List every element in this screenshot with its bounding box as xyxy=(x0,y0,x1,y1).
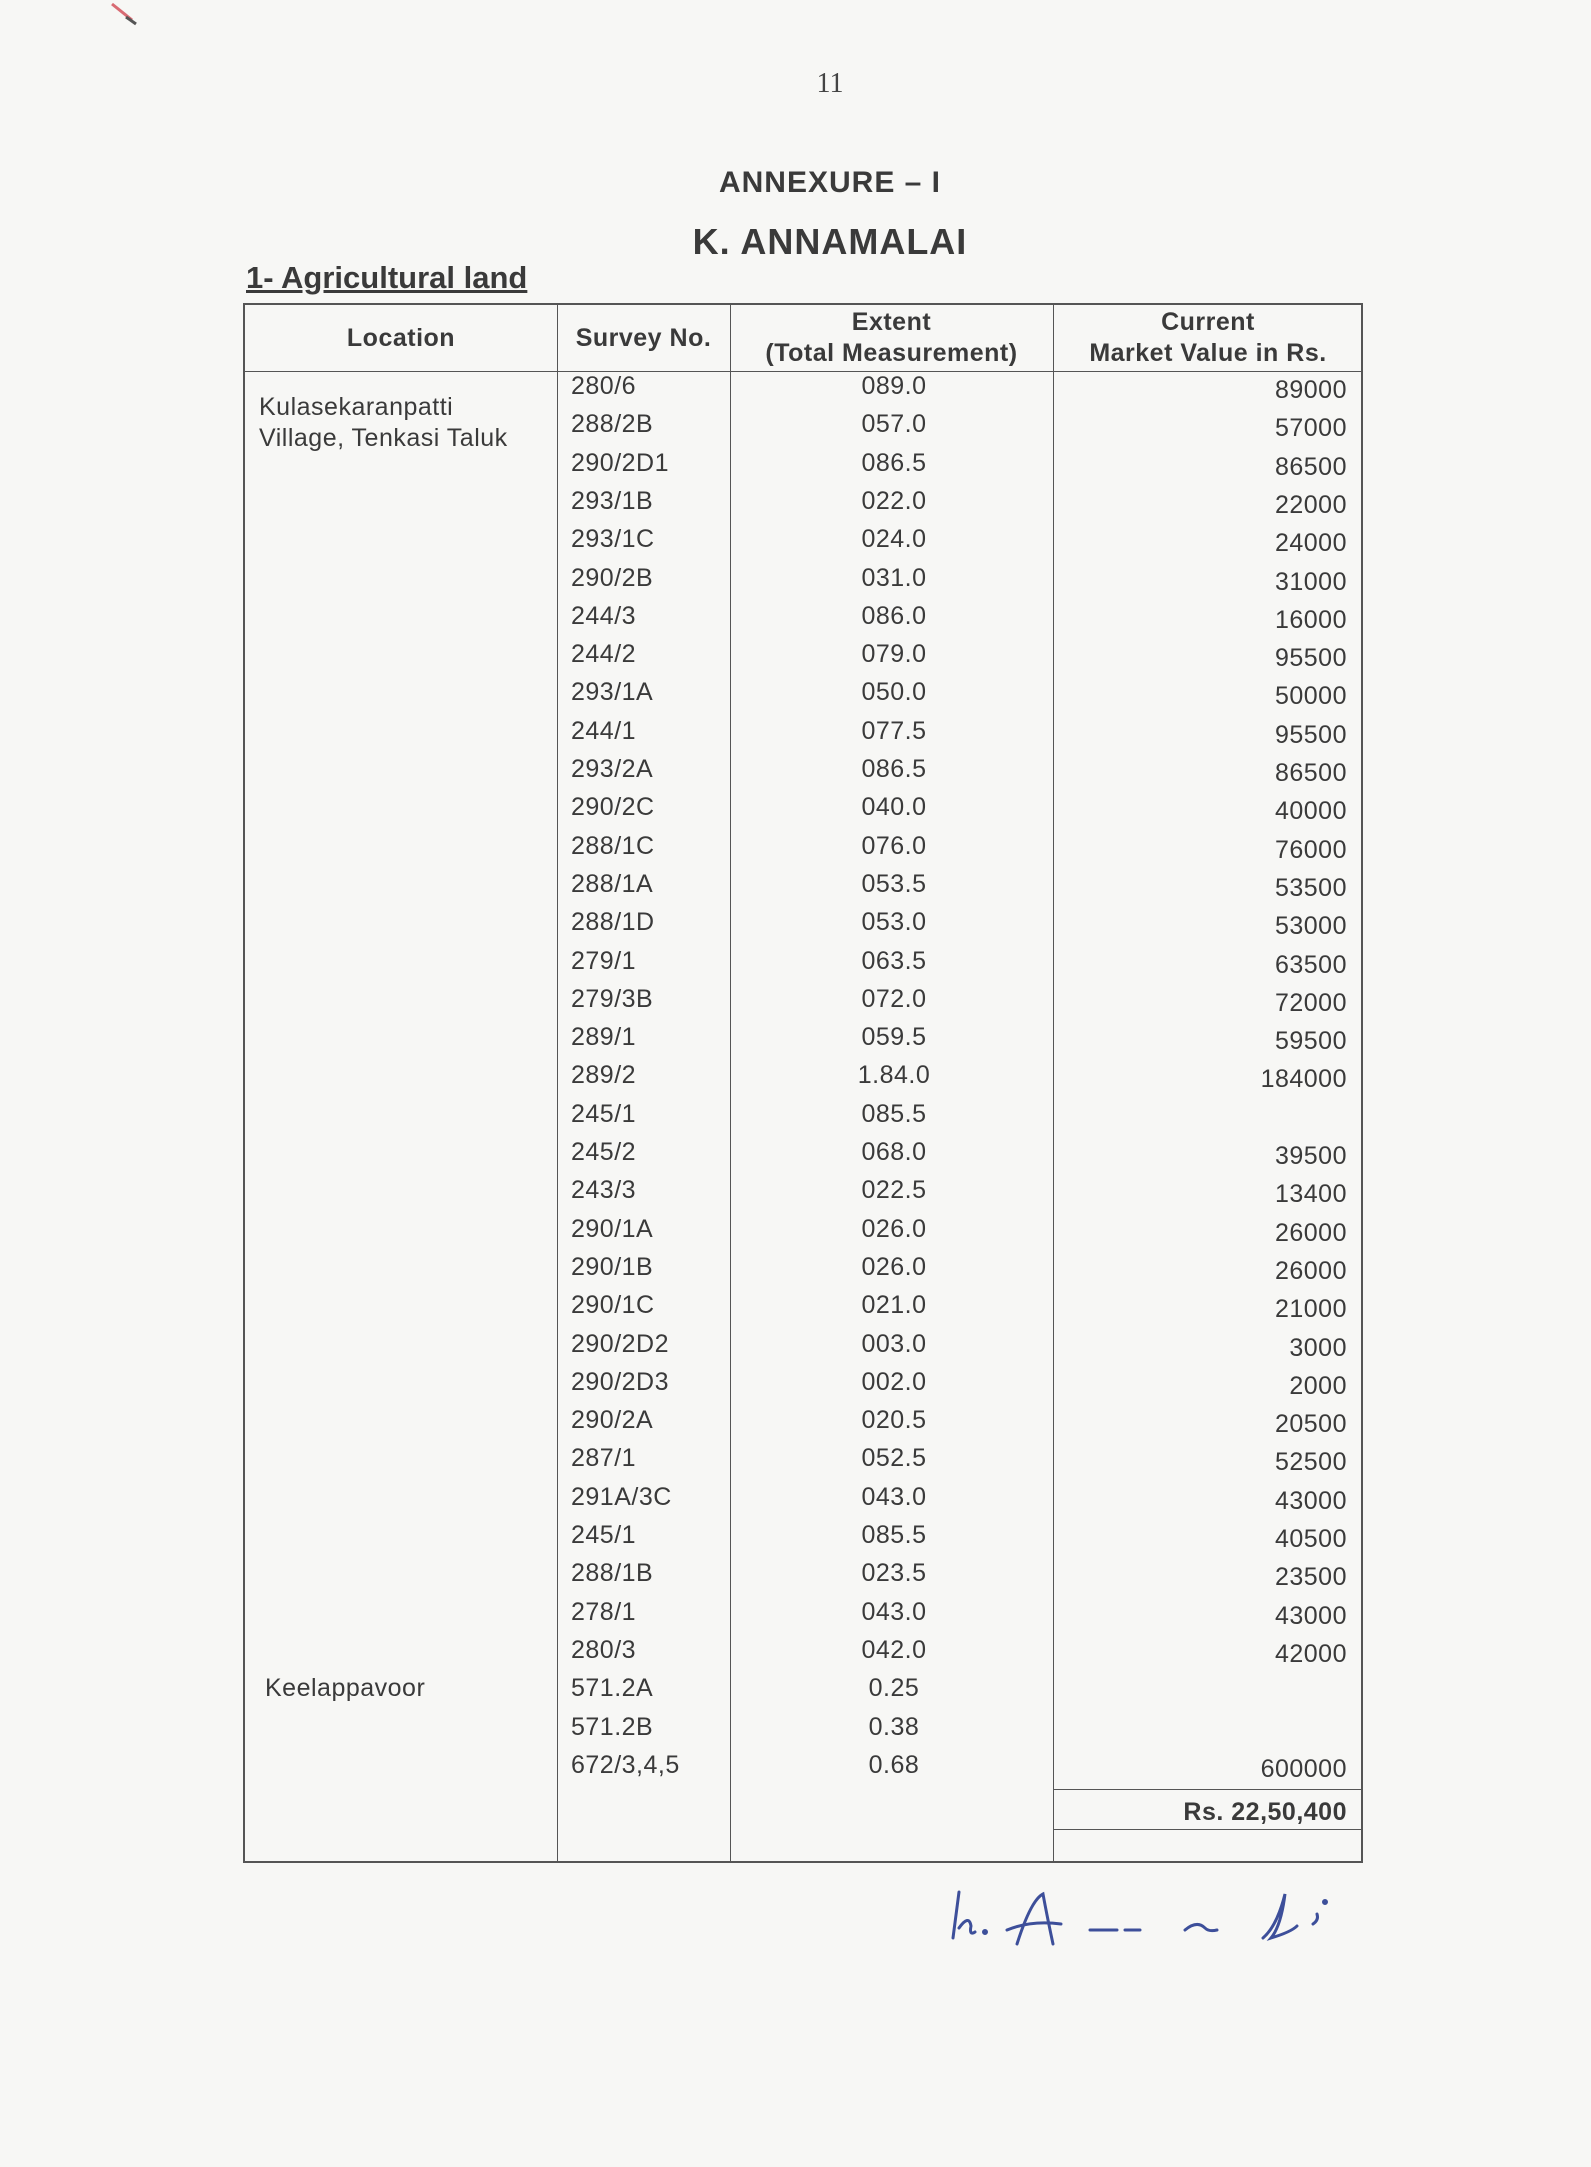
survey-no-cell: 293/1B xyxy=(571,486,654,515)
market-value-cell: 20500 xyxy=(1274,1410,1347,1439)
market-value-cell: 16000 xyxy=(1274,605,1347,634)
extent-cell: 079.0 xyxy=(861,640,927,669)
extent-cell: 042.0 xyxy=(861,1635,927,1664)
extent-cell: 076.0 xyxy=(861,831,927,860)
market-value-cell: 43000 xyxy=(1274,1601,1347,1630)
extent-cell: 089.0 xyxy=(861,372,927,400)
market-value-cell: 43000 xyxy=(1274,1486,1347,1515)
table-row xyxy=(245,372,1361,410)
survey-no-cell: 571.2A xyxy=(571,1674,654,1703)
table-row xyxy=(245,602,1361,640)
market-value-cell: 50000 xyxy=(1274,682,1347,711)
extent-cell: 003.0 xyxy=(861,1329,927,1358)
extent-cell: 050.0 xyxy=(861,678,927,707)
extent-cell: 020.5 xyxy=(861,1406,927,1435)
extent-cell: 0.68 xyxy=(868,1750,920,1779)
header-value-line1: Current xyxy=(1161,308,1255,336)
table-row xyxy=(245,1291,1361,1329)
survey-no-cell: 279/3B xyxy=(571,984,654,1013)
location-line: Village, Tenkasi Taluk xyxy=(259,424,508,452)
extent-cell: 023.5 xyxy=(861,1559,927,1588)
table-row xyxy=(245,410,1361,448)
agricultural-land-table xyxy=(243,303,1363,1863)
table-row xyxy=(245,487,1361,525)
market-value-cell: 52500 xyxy=(1274,1448,1347,1477)
location-keelappavoor: Keelappavoor xyxy=(265,1674,426,1702)
survey-no-cell: 290/2D2 xyxy=(571,1329,670,1358)
survey-no-cell: 280/3 xyxy=(571,1635,637,1664)
extent-cell: 086.5 xyxy=(861,755,927,783)
market-value-cell: 42000 xyxy=(1274,1639,1347,1668)
extent-cell: 002.0 xyxy=(861,1367,927,1396)
market-value-cell: 59500 xyxy=(1274,1027,1347,1056)
survey-no-cell: 290/2A xyxy=(571,1406,654,1435)
survey-no-cell: 287/1 xyxy=(571,1444,637,1473)
market-value-cell: 40500 xyxy=(1274,1525,1347,1553)
annexure-title: ANNEXURE – I xyxy=(718,166,942,199)
table-row xyxy=(245,1253,1361,1291)
survey-no-cell: 288/1D xyxy=(571,908,655,937)
survey-no-cell: 290/2D1 xyxy=(571,448,670,477)
table-row xyxy=(245,1444,1361,1482)
extent-cell: 021.0 xyxy=(861,1291,927,1320)
table-row xyxy=(245,717,1361,755)
market-value-cell: 76000 xyxy=(1274,835,1347,864)
market-value-cell: 95500 xyxy=(1274,644,1347,673)
survey-no-cell: 293/1C xyxy=(571,525,655,554)
total-value: Rs. 22,50,400 xyxy=(1183,1798,1347,1826)
table-row xyxy=(245,793,1361,831)
table-row xyxy=(245,640,1361,678)
table-row xyxy=(245,1023,1361,1061)
market-value-cell: 21000 xyxy=(1274,1295,1347,1324)
extent-cell: 031.0 xyxy=(861,563,927,592)
header-extent-line2: (Total Measurement) xyxy=(765,339,1018,367)
location-line: Kulasekaranpatti xyxy=(259,393,454,421)
extent-cell: 0.38 xyxy=(868,1712,920,1741)
table-row xyxy=(245,1176,1361,1214)
table-row xyxy=(245,1598,1361,1636)
market-value-cell: 53500 xyxy=(1274,873,1347,902)
survey-no-cell: 244/1 xyxy=(571,716,637,745)
table-row xyxy=(245,1559,1361,1597)
market-value-cell: 72000 xyxy=(1274,988,1347,1017)
extent-cell: 0.25 xyxy=(868,1674,920,1703)
survey-no-cell: 290/2B xyxy=(571,563,654,592)
survey-no-cell: 244/3 xyxy=(571,601,637,630)
extent-cell: 043.0 xyxy=(861,1482,927,1511)
market-value-cell: 40000 xyxy=(1274,797,1347,826)
extent-cell: 086.0 xyxy=(861,601,927,630)
table-row xyxy=(245,1330,1361,1368)
survey-no-cell: 672/3,4,5 xyxy=(571,1750,680,1779)
survey-no-cell: 290/1C xyxy=(571,1291,655,1320)
page-number: 11 xyxy=(816,68,844,99)
extent-cell: 024.0 xyxy=(861,525,927,554)
extent-cell: 026.0 xyxy=(861,1214,927,1243)
person-name: K. ANNAMALAI xyxy=(692,221,968,262)
table-row xyxy=(245,525,1361,563)
header-market-value xyxy=(1053,305,1363,371)
extent-cell: 059.5 xyxy=(861,1023,927,1052)
market-value-cell: 63500 xyxy=(1274,950,1347,979)
survey-no-cell: 245/2 xyxy=(571,1138,637,1166)
extent-cell: 077.5 xyxy=(861,716,927,745)
table-row xyxy=(245,1215,1361,1253)
table-row xyxy=(245,1406,1361,1444)
survey-no-cell: 290/2C xyxy=(571,793,655,822)
extent-cell: 040.0 xyxy=(861,793,927,822)
corner-mark xyxy=(100,0,150,45)
survey-no-cell: 293/2A xyxy=(571,755,654,783)
market-value-cell: 53000 xyxy=(1274,912,1347,941)
table-row xyxy=(245,985,1361,1023)
market-value-cell: 24000 xyxy=(1274,529,1347,558)
table-row xyxy=(245,1636,1361,1674)
extent-cell: 072.0 xyxy=(861,984,927,1013)
extent-cell: 022.0 xyxy=(861,486,927,515)
survey-no-cell: 289/1 xyxy=(571,1023,637,1052)
survey-no-cell: 288/2B xyxy=(571,410,654,439)
table-row xyxy=(245,1100,1361,1138)
handwritten-signature xyxy=(945,1880,1365,1965)
extent-cell: 063.5 xyxy=(861,946,927,975)
table-row xyxy=(245,449,1361,487)
survey-no-cell: 289/2 xyxy=(571,1061,637,1090)
market-value-cell: 13400 xyxy=(1274,1180,1347,1209)
market-value-cell: 2000 xyxy=(1289,1371,1347,1400)
header-location: Location xyxy=(346,323,456,352)
survey-no-cell: 243/3 xyxy=(571,1176,637,1205)
header-value-line2: Market Value in Rs. xyxy=(1089,339,1327,367)
table-row xyxy=(245,947,1361,985)
survey-no-cell: 288/1A xyxy=(571,869,654,898)
survey-no-cell: 571.2B xyxy=(571,1712,654,1741)
survey-no-cell: 290/2D3 xyxy=(571,1367,670,1396)
extent-cell: 043.0 xyxy=(861,1597,927,1626)
extent-cell: 085.5 xyxy=(861,1521,927,1549)
table-row xyxy=(245,832,1361,870)
survey-no-cell: 278/1 xyxy=(571,1597,637,1626)
market-value-cell: 57000 xyxy=(1274,414,1347,443)
survey-no-cell: 288/1B xyxy=(571,1559,654,1588)
survey-no-cell: 290/1B xyxy=(571,1252,654,1281)
survey-no-cell: 291A/3C xyxy=(571,1482,672,1511)
table-row xyxy=(245,1061,1361,1099)
total-bottom-rule xyxy=(1053,1829,1361,1830)
market-value-cell: 23500 xyxy=(1274,1563,1347,1592)
table-row xyxy=(245,1368,1361,1406)
total-top-rule xyxy=(1053,1789,1361,1790)
market-value-cell: 26000 xyxy=(1274,1218,1347,1247)
survey-no-cell: 279/1 xyxy=(571,946,637,975)
survey-no-cell: 288/1C xyxy=(571,831,655,860)
market-value-cell: 95500 xyxy=(1274,720,1347,749)
header-survey-no: Survey No. xyxy=(575,323,712,352)
market-value-cell: 31000 xyxy=(1274,567,1347,596)
extent-cell: 057.0 xyxy=(861,410,927,439)
survey-no-cell: 293/1A xyxy=(571,678,654,707)
section-heading: 1- Agricultural land xyxy=(246,260,528,295)
table-row xyxy=(245,1674,1361,1712)
market-value-cell: 86500 xyxy=(1274,452,1347,481)
survey-no-cell: 290/1A xyxy=(571,1214,654,1243)
table-row xyxy=(245,1521,1361,1559)
market-value-cell: 3000 xyxy=(1289,1333,1347,1362)
extent-cell: 068.0 xyxy=(861,1138,927,1166)
market-value-cell: 26000 xyxy=(1274,1256,1347,1285)
market-value-cell: 39500 xyxy=(1274,1142,1347,1170)
table-row xyxy=(245,755,1361,793)
table-row xyxy=(245,908,1361,946)
market-value-cell: 22000 xyxy=(1274,490,1347,519)
market-value-cell: 89000 xyxy=(1274,376,1347,404)
extent-cell: 022.5 xyxy=(861,1176,927,1205)
extent-cell: 026.0 xyxy=(861,1252,927,1281)
extent-cell: 053.5 xyxy=(861,869,927,898)
extent-cell: 1.84.0 xyxy=(857,1061,931,1090)
extent-cell: 085.5 xyxy=(861,1099,927,1128)
table-row xyxy=(245,1751,1361,1789)
header-extent xyxy=(730,305,1053,371)
table-row xyxy=(245,678,1361,716)
market-value-cell: 184000 xyxy=(1260,1065,1347,1094)
table-row xyxy=(245,870,1361,908)
survey-no-cell: 245/1 xyxy=(571,1521,637,1549)
table-row xyxy=(245,1483,1361,1521)
extent-cell: 053.0 xyxy=(861,908,927,937)
table-row xyxy=(245,564,1361,602)
header-extent-line1: Extent xyxy=(851,308,932,336)
extent-cell: 086.5 xyxy=(861,448,927,477)
extent-cell: 052.5 xyxy=(861,1444,927,1473)
survey-no-cell: 244/2 xyxy=(571,640,637,669)
survey-no-cell: 245/1 xyxy=(571,1099,637,1128)
survey-no-cell: 280/6 xyxy=(571,372,637,400)
table-row xyxy=(245,1138,1361,1176)
table-row xyxy=(245,1713,1361,1751)
market-value-cell: 600000 xyxy=(1260,1754,1347,1783)
market-value-cell: 86500 xyxy=(1274,759,1347,787)
